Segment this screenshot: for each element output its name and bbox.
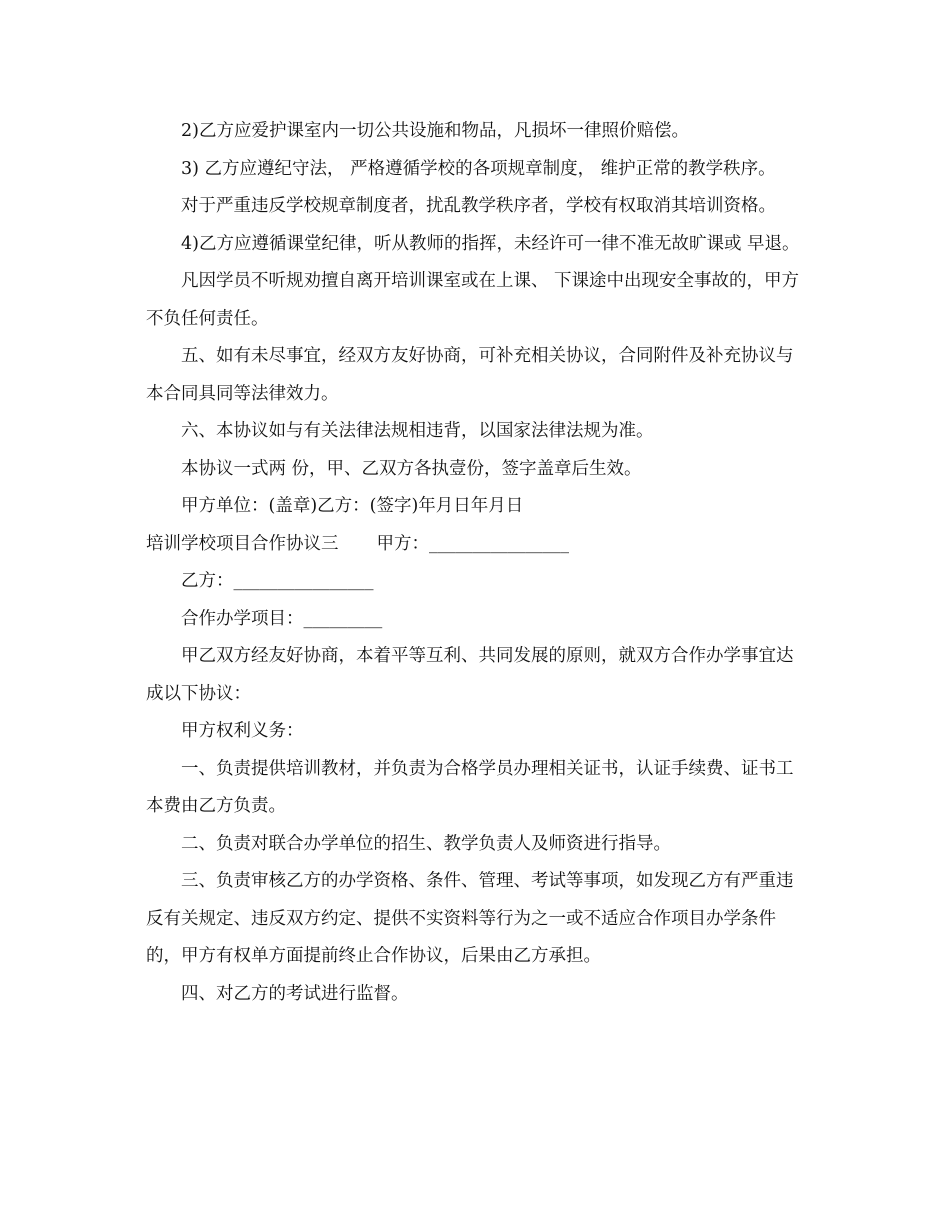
party-b-field: 乙方：________________ [181,571,374,591]
paragraph-copies: 本协议一式两 份，甲、乙双方各执壹份，签字盖章后生效。 [181,458,642,479]
paragraph-signatures: 甲方单位：(盖章)乙方：(签字)年月日年月日 [181,496,524,516]
paragraph-supplementary-agreement: 五、如有未尽事宜，经双方友好协商，可补充相关协议，合同附件及补充协议与本合同具同等法律效力。 [146,346,794,404]
paragraph-clause-4: 四、对乙方的考试进行监督。 [181,983,409,1004]
party-a-field: 甲方：________________ [376,533,569,554]
paragraph-obey-rules: 3) 乙方应遵纪守法， 严格遵循学校的各项规章制度， 维护正常的教学秩序。 [181,158,776,179]
section-title-line [146,526,806,564]
cooperation-project-field: 合作办学项目：_________ [181,608,383,629]
paragraph-clause-1: 一、负责提供培训教材，并负责为合格学员办理相关证书，认证手续费、证书工本费由乙方负责。 [146,758,794,816]
paragraph-clause-3: 三、负责审核乙方的办学资格、条件、管理、考试等事项，如发现乙方有严重违反有关规定、违反双方约定、提供不实资料等行为之一或不适应合作项目办学条件的，甲方有权单方面提前终止合作协议，后果由乙方承担。 [146,871,794,966]
document-body [146,113,806,1013]
paragraph-classroom-discipline: 4)乙方应遵循课堂纪律，听从教师的指挥，未经许可一律不准无故旷课或 早退。 [181,233,800,254]
paragraph-preamble: 甲乙双方经友好协商，本着平等互利、共同发展的原则，就双方合作办学事宜达成以下协议： [146,646,794,704]
heading-party-a-rights: 甲方权利义务： [181,721,304,741]
paragraph-care-facilities: 2)乙方应爱护课室内一切公共设施和物品，凡损坏一律照价赔偿。 [181,121,689,141]
paragraph-safety-liability: 凡因学员不听规劝擅自离开培训课室或在上课、 下课途中出现安全事故的，甲方不负任何责任。 [146,271,800,329]
paragraph-serious-violation: 对于严重违反学校规章制度者，扰乱教学秩序者，学校有权取消其培训资格。 [181,196,776,216]
paragraph-clause-2: 二、负责对联合办学单位的招生、教学负责人及师资进行指导。 [181,833,671,854]
section-title: 培训学校项目合作协议三 [146,533,339,554]
paragraph-legal-compliance: 六、本协议如与有关法律法规相违背，以国家法律法规为准。 [181,421,654,441]
